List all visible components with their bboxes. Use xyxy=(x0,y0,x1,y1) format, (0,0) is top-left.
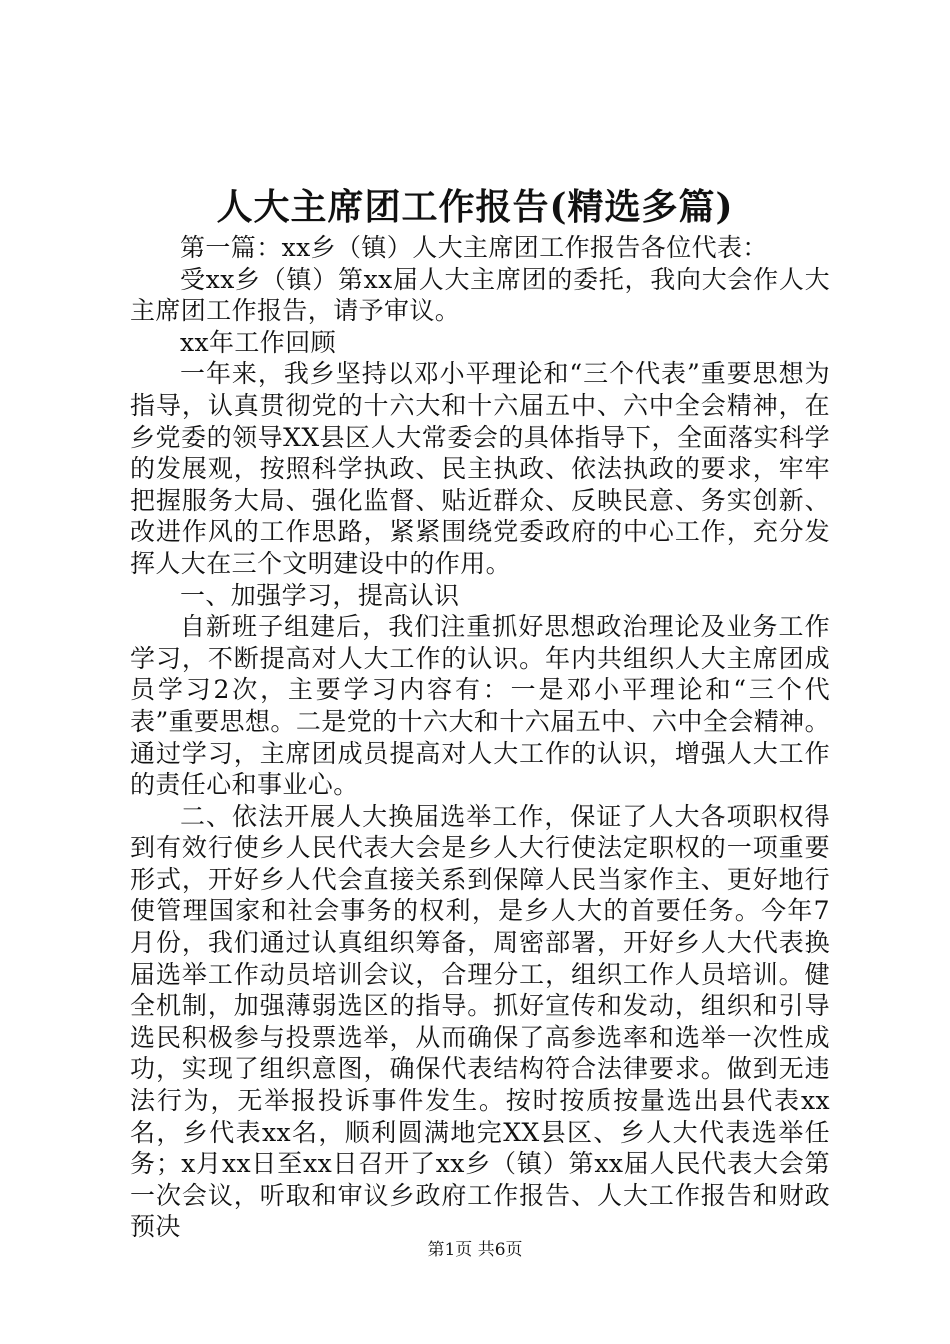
paragraph-study: 自新班子组建后，我们注重抓好思想政治理论及业务工作学习，不断提高对人大工作的认识。年内共组织人大主席团成员学习2次，主要学习内容有：一是邓小平理论和“三个代表”重要思想。二是党的十六大和十六届五中、六中全会精神。通过学习，主席团成员提高对人大工作的认识，增强人大工作的责任心和事业心。 xyxy=(130,612,830,800)
document-body xyxy=(130,232,830,1243)
paragraph-overview: 一年来，我乡坚持以邓小平理论和“三个代表”重要思想为指导，认真贯彻党的十六大和十六届五中、六中全会精神，在乡党委的领导XX县区人大常委会的具体指导下，全面落实科学的发展观，按照科学执政、民主执政、依法执政的要求，牢牢把握服务大局、强化监督、贴近群众、反映民意、务实创新、改进作风的工作思路，紧紧围绕党委政府的中心工作，充分发挥人大在三个文明建设中的作用。 xyxy=(130,359,830,578)
page-footer: 第1页 共6页 xyxy=(427,1240,523,1260)
paragraph-intro: 第一篇：xx乡（镇）人大主席团工作报告各位代表： xyxy=(180,233,768,262)
paragraph-election: 二、依法开展人大换届选举工作，保证了人大各项职权得到有效行使乡人民代表大会是乡人大行使法定职权的一项重要形式，开好乡人代会直接关系到保障人民当家作主、更好地行使管理国家和社会事务的权利，是乡人大的首要任务。今年7月份，我们通过认真组织筹备，周密部署，开好乡人大代表换届选举工作动员培训会议，合理分工，组织工作人员培训。健全机制，加强薄弱选区的指导。抓好宣传和发动，组织和引导选民积极参与投票选举，从而确保了高参选率和选举一次性成功，实现了组织意图，确保代表结构符合法律要求。做到无违法行为，无举报投诉事件发生。按时按质按量选出县代表xx名，乡代表xx名，顺利圆满地完XX县区、乡人大代表选举任务；x月xx日至xx日召开了xx乡（镇）第xx届人民代表大会第一次会议，听取和审议乡政府工作报告、人大工作报告和财政预决 xyxy=(130,801,830,1242)
document-title: 人大主席团工作报告(精选多篇) xyxy=(216,186,734,228)
paragraph-review-heading: xx年工作回顾 xyxy=(180,327,336,357)
section-heading-study: 一、加强学习，提高认识 xyxy=(180,580,460,610)
paragraph-commission: 受xx乡（镇）第xx届人大主席团的委托，我向大会作人大主席团工作报告，请予审议。 xyxy=(130,264,830,326)
